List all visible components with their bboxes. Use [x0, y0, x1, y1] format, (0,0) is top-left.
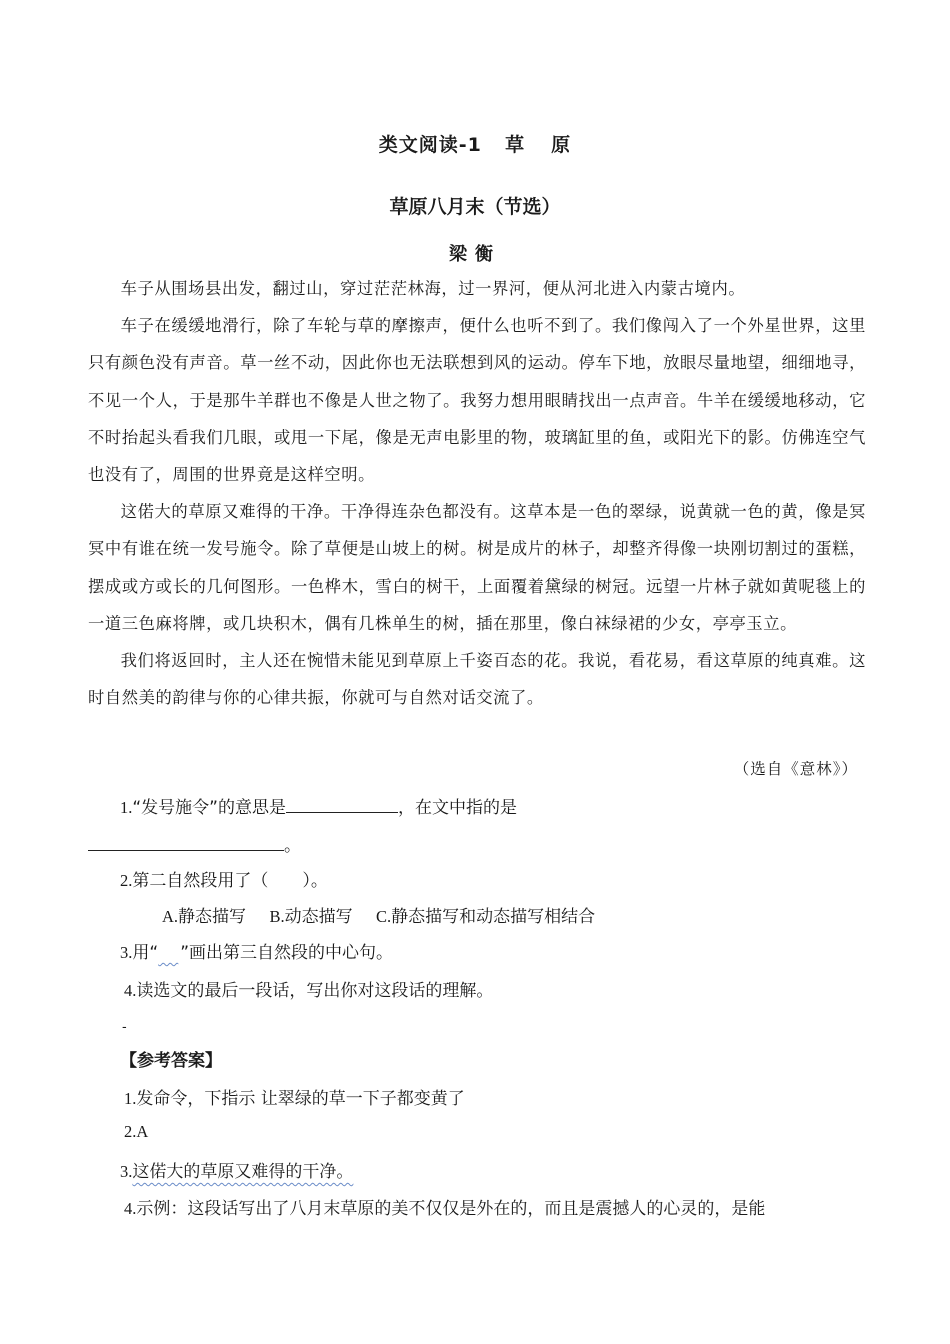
answer-4-number: 4. [124, 1199, 137, 1218]
question-1-number: 1. [120, 798, 133, 817]
wavy-line-sample [158, 943, 180, 963]
answer-4-text: 示例：这段话写出了八月末草原的美不仅仅是外在的，而且是震撼人的心灵的，是能 [136, 1199, 766, 1219]
answer-1-number: 1. [124, 1089, 137, 1108]
title-main: 类文阅读-1 [378, 134, 482, 156]
option-c-text: 静态描写和动态描写相结合 [391, 907, 596, 927]
paragraph-4: 我们将返回时，主人还在惋惜未能见到草原上千姿百态的花。我说，看花易，看这草原的纯真难。这时自然美的韵律与你的心律共振，你就可与自然对话交流了。 [88, 651, 866, 708]
question-4-text: 读选文的最后一段话，写出你对这段话的理解。 [136, 981, 494, 1001]
question-1 [120, 793, 517, 818]
answer-1-text: 发命令，下指示 让翠绿的草一下子都变黄了 [136, 1089, 465, 1109]
question-3-number: 3. [120, 943, 133, 962]
article-author: 梁衡 [449, 244, 501, 265]
question-2-number: 2. [120, 871, 133, 890]
question-3-text-a: 用“ [132, 943, 159, 963]
question-1-blank-1[interactable] [286, 811, 398, 813]
answer-heading: 【参考答案】 [120, 1051, 222, 1071]
answer-2 [124, 1122, 148, 1142]
question-4-number: 4. [124, 981, 137, 1000]
question-1-text-b: ，在文中指的是 [398, 798, 517, 818]
option-b-text: 动态描写 [284, 907, 353, 927]
answer-2-text: A [136, 1122, 149, 1141]
question-1-end: 。 [284, 836, 301, 856]
option-a[interactable] [162, 902, 246, 927]
option-c-letter: C. [376, 907, 392, 926]
title-word-2: 原 [551, 134, 572, 156]
question-1-text-a: “发号施令”的意思是 [132, 798, 286, 818]
option-b[interactable] [269, 902, 352, 927]
article-title: 草原八月末（节选） [389, 196, 561, 218]
answer-3-text: 这偌大的草原又难得的干净。 [132, 1162, 354, 1182]
worksheet-title [0, 130, 950, 157]
question-4 [124, 976, 493, 1001]
option-b-letter: B. [269, 907, 285, 926]
answer-1 [124, 1084, 465, 1109]
stray-dash: - [122, 1020, 127, 1035]
question-2-options [162, 902, 613, 927]
answer-4 [124, 1194, 765, 1219]
option-a-letter: A. [162, 907, 179, 926]
question-2-text: 第二自然段用了（ ）。 [132, 871, 328, 891]
article-source: （选自《意林》） [733, 760, 858, 778]
question-2 [120, 866, 328, 891]
answer-2-number: 2. [124, 1122, 137, 1141]
paragraph-1: 车子从围场县出发，翻过山，穿过茫茫林海，过一界河，便从河北进入内蒙古境内。 [120, 279, 746, 298]
article-body [88, 270, 866, 716]
answer-3-number: 3. [120, 1162, 133, 1181]
question-1-line-2 [88, 831, 301, 856]
option-a-text: 静态描写 [178, 907, 247, 927]
question-3-text-b: ”画出第三自然段的中心句。 [180, 943, 393, 963]
paragraph-2: 车子在缓缓地滑行，除了车轮与草的摩擦声，便什么也听不到了。我们像闯入了一个外星世界，这里只有颜色没有声音。草一丝不动，因此你也无法联想到风的运动。停车下地，放眼尽量地望，细细地寻，不见一个人，于是那牛羊群也不像是人世之物了。我努力想用眼睛找出一点声音。牛羊在缓缓地移动，它不时抬起头看我们几眼，或甩一下尾，像是无声电影里的物，玻璃缸里的鱼，或阳光下的影。仿佛连空气也没有了，周围的世界竟是这样空明。 [88, 316, 866, 485]
paragraph-3: 这偌大的草原又难得的干净。干净得连杂色都没有。这草本是一色的翠绿，说黄就一色的黄，像是冥冥中有谁在统一发号施令。除了草便是山坡上的树。树是成片的林子，却整齐得像一块刚切割过的蛋糕，摆成或方或长的几何图形。一色桦木，雪白的树干，上面覆着黛绿的树冠。远望一片林子就如黄呢毯上的一道三色麻将牌，或几块积木，偶有几株单生的树，插在那里，像白袜绿裙的少女，亭亭玉立。 [88, 502, 866, 633]
question-1-blank-2[interactable] [88, 849, 284, 851]
option-c[interactable] [376, 902, 595, 927]
answer-3 [120, 1157, 353, 1182]
question-3 [120, 938, 393, 963]
title-word-1: 草 [505, 134, 526, 156]
